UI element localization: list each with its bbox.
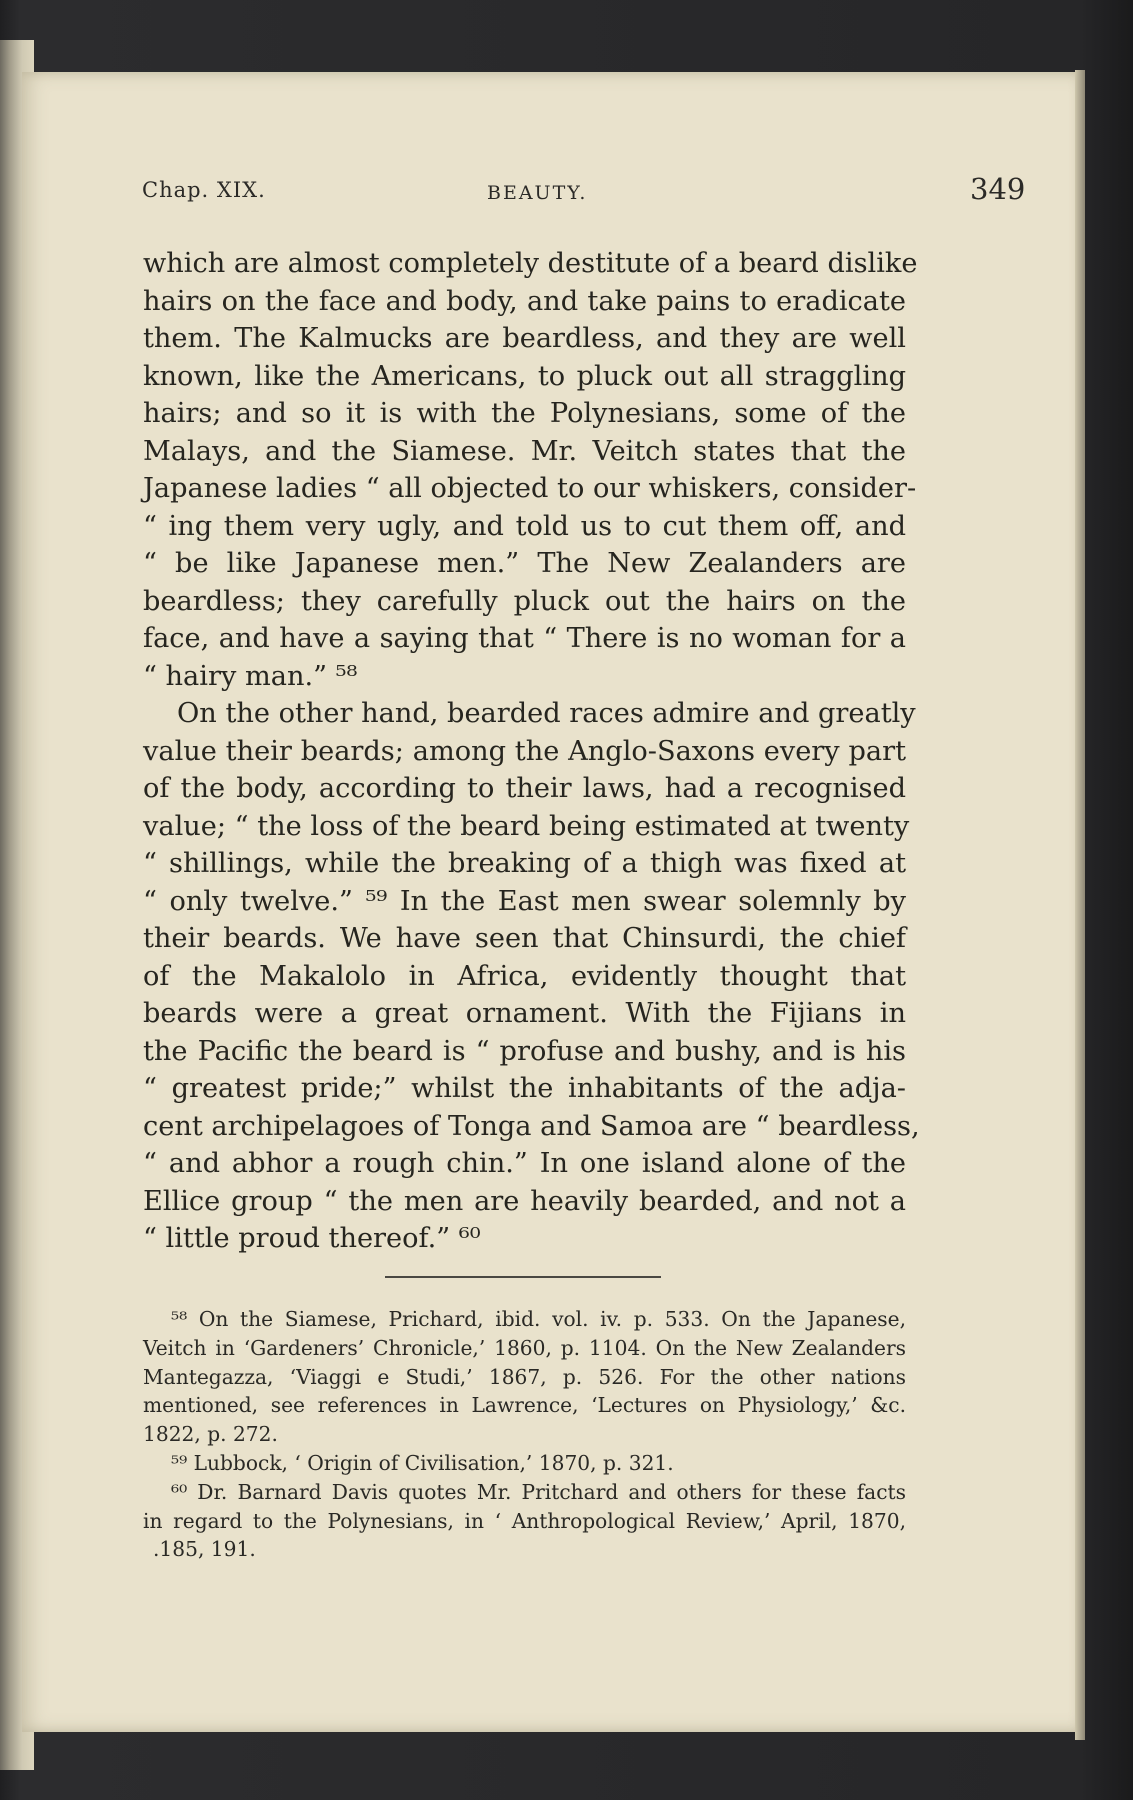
body-line: hairs; and so it is with the Polynesians, some of the — [143, 398, 906, 429]
body-line: face, and have a saying that “ There is no woman for a — [143, 623, 906, 654]
footnote-line: ⁵⁹ Lubbock, ‘ Origin of Civilisation,’ 1870, p. 321. — [171, 1450, 674, 1475]
footnote-line: Mantegazza, ‘Viaggi e Studi,’ 1867, p. 526. For the other nations — [143, 1364, 906, 1389]
body-line: beardless; they carefully pluck out the hairs on the — [143, 585, 906, 617]
body-line: “ greatest pride;” whilst the inhabitants of the adja- — [143, 1073, 906, 1104]
footnote-line: ⁵⁸ On the Siamese, Prichard, ibid. vol. iv. p. 533. On the Japanese, — [171, 1307, 906, 1331]
footnote-line: mentioned, see references in Lawrence, ‘Lectures on Physiology,’ &c. — [143, 1393, 906, 1418]
body-line: “ ing them very ugly, and told us to cut them off, and — [143, 510, 906, 542]
body-line: cent archipelagoes of Tonga and Samoa are “ beardless, — [143, 1110, 920, 1142]
body-text — [143, 245, 920, 1258]
running-title: BEAUTY. — [487, 182, 588, 204]
page-number: 349 — [970, 172, 1026, 206]
body-line: known, like the Americans, to pluck out all straggling — [143, 360, 906, 392]
body-line: On the other hand, bearded races admire and greatly — [177, 698, 916, 729]
running-header — [120, 100, 1026, 206]
body-line: hairs on the face and body, and take pains to eradicate — [143, 285, 906, 317]
body-line: Japanese ladies “ all objected to our whiskers, consider- — [143, 473, 917, 504]
body-line: of the body, according to their laws, had a recognised — [143, 773, 906, 804]
body-line: value their beards; among the Anglo-Saxons every part — [143, 735, 906, 767]
footnote-divider — [385, 1276, 661, 1278]
body-line: them. The Kalmucks are beardless, and they are well — [143, 323, 906, 354]
footnote-line: in regard to the Polynesians, in ‘ Anthropological Review,’ April, 1870, — [143, 1508, 906, 1533]
footnote-line: 1822, p. 272. — [143, 1422, 278, 1447]
body-line: Ellice group “ the men are heavily bearded, and not a — [143, 1185, 906, 1217]
body-line: “ be like Japanese men.” The New Zealanders are — [143, 548, 906, 579]
body-line: “ only twelve.” ⁵⁹ In the East men swear solemnly by — [143, 885, 906, 917]
footnote-line: Veitch in ‘Gardeners’ Chronicle,’ 1860, p. 1104. On the New Zealanders — [143, 1335, 906, 1360]
body-line: of the Makalolo in Africa, evidently thought that — [143, 960, 906, 992]
footnote-line: ⁶⁰ Dr. Barnard Davis quotes Mr. Pritchard and others for these facts — [171, 1479, 906, 1504]
body-line: “ hairy man.” ⁵⁸ — [143, 660, 358, 692]
footnote-line: .185, 191. — [153, 1537, 256, 1562]
chapter-label: Chap. XIX. — [142, 178, 266, 202]
body-line: “ and abhor a rough chin.” In one island alone of the — [143, 1148, 906, 1179]
body-line: “ shillings, while the breaking of a thigh was fixed at — [143, 848, 906, 879]
body-line: their beards. We have seen that Chinsurdi, the chief — [143, 923, 906, 954]
body-line: the Pacific the beard is “ profuse and bushy, and is his — [143, 1035, 906, 1067]
body-line: Malays, and the Siamese. Mr. Veitch states that the — [143, 435, 906, 467]
body-line: value; “ the loss of the beard being estimated at twenty — [143, 810, 910, 842]
body-line: beards were a great ornament. With the Fijians in — [143, 998, 906, 1029]
body-line: “ little proud thereof.” ⁶⁰ — [143, 1223, 481, 1254]
page-stack-edge — [1075, 70, 1085, 1740]
footnotes — [143, 1305, 906, 1564]
body-line: which are almost completely destitute of a beard dislike — [143, 248, 918, 279]
